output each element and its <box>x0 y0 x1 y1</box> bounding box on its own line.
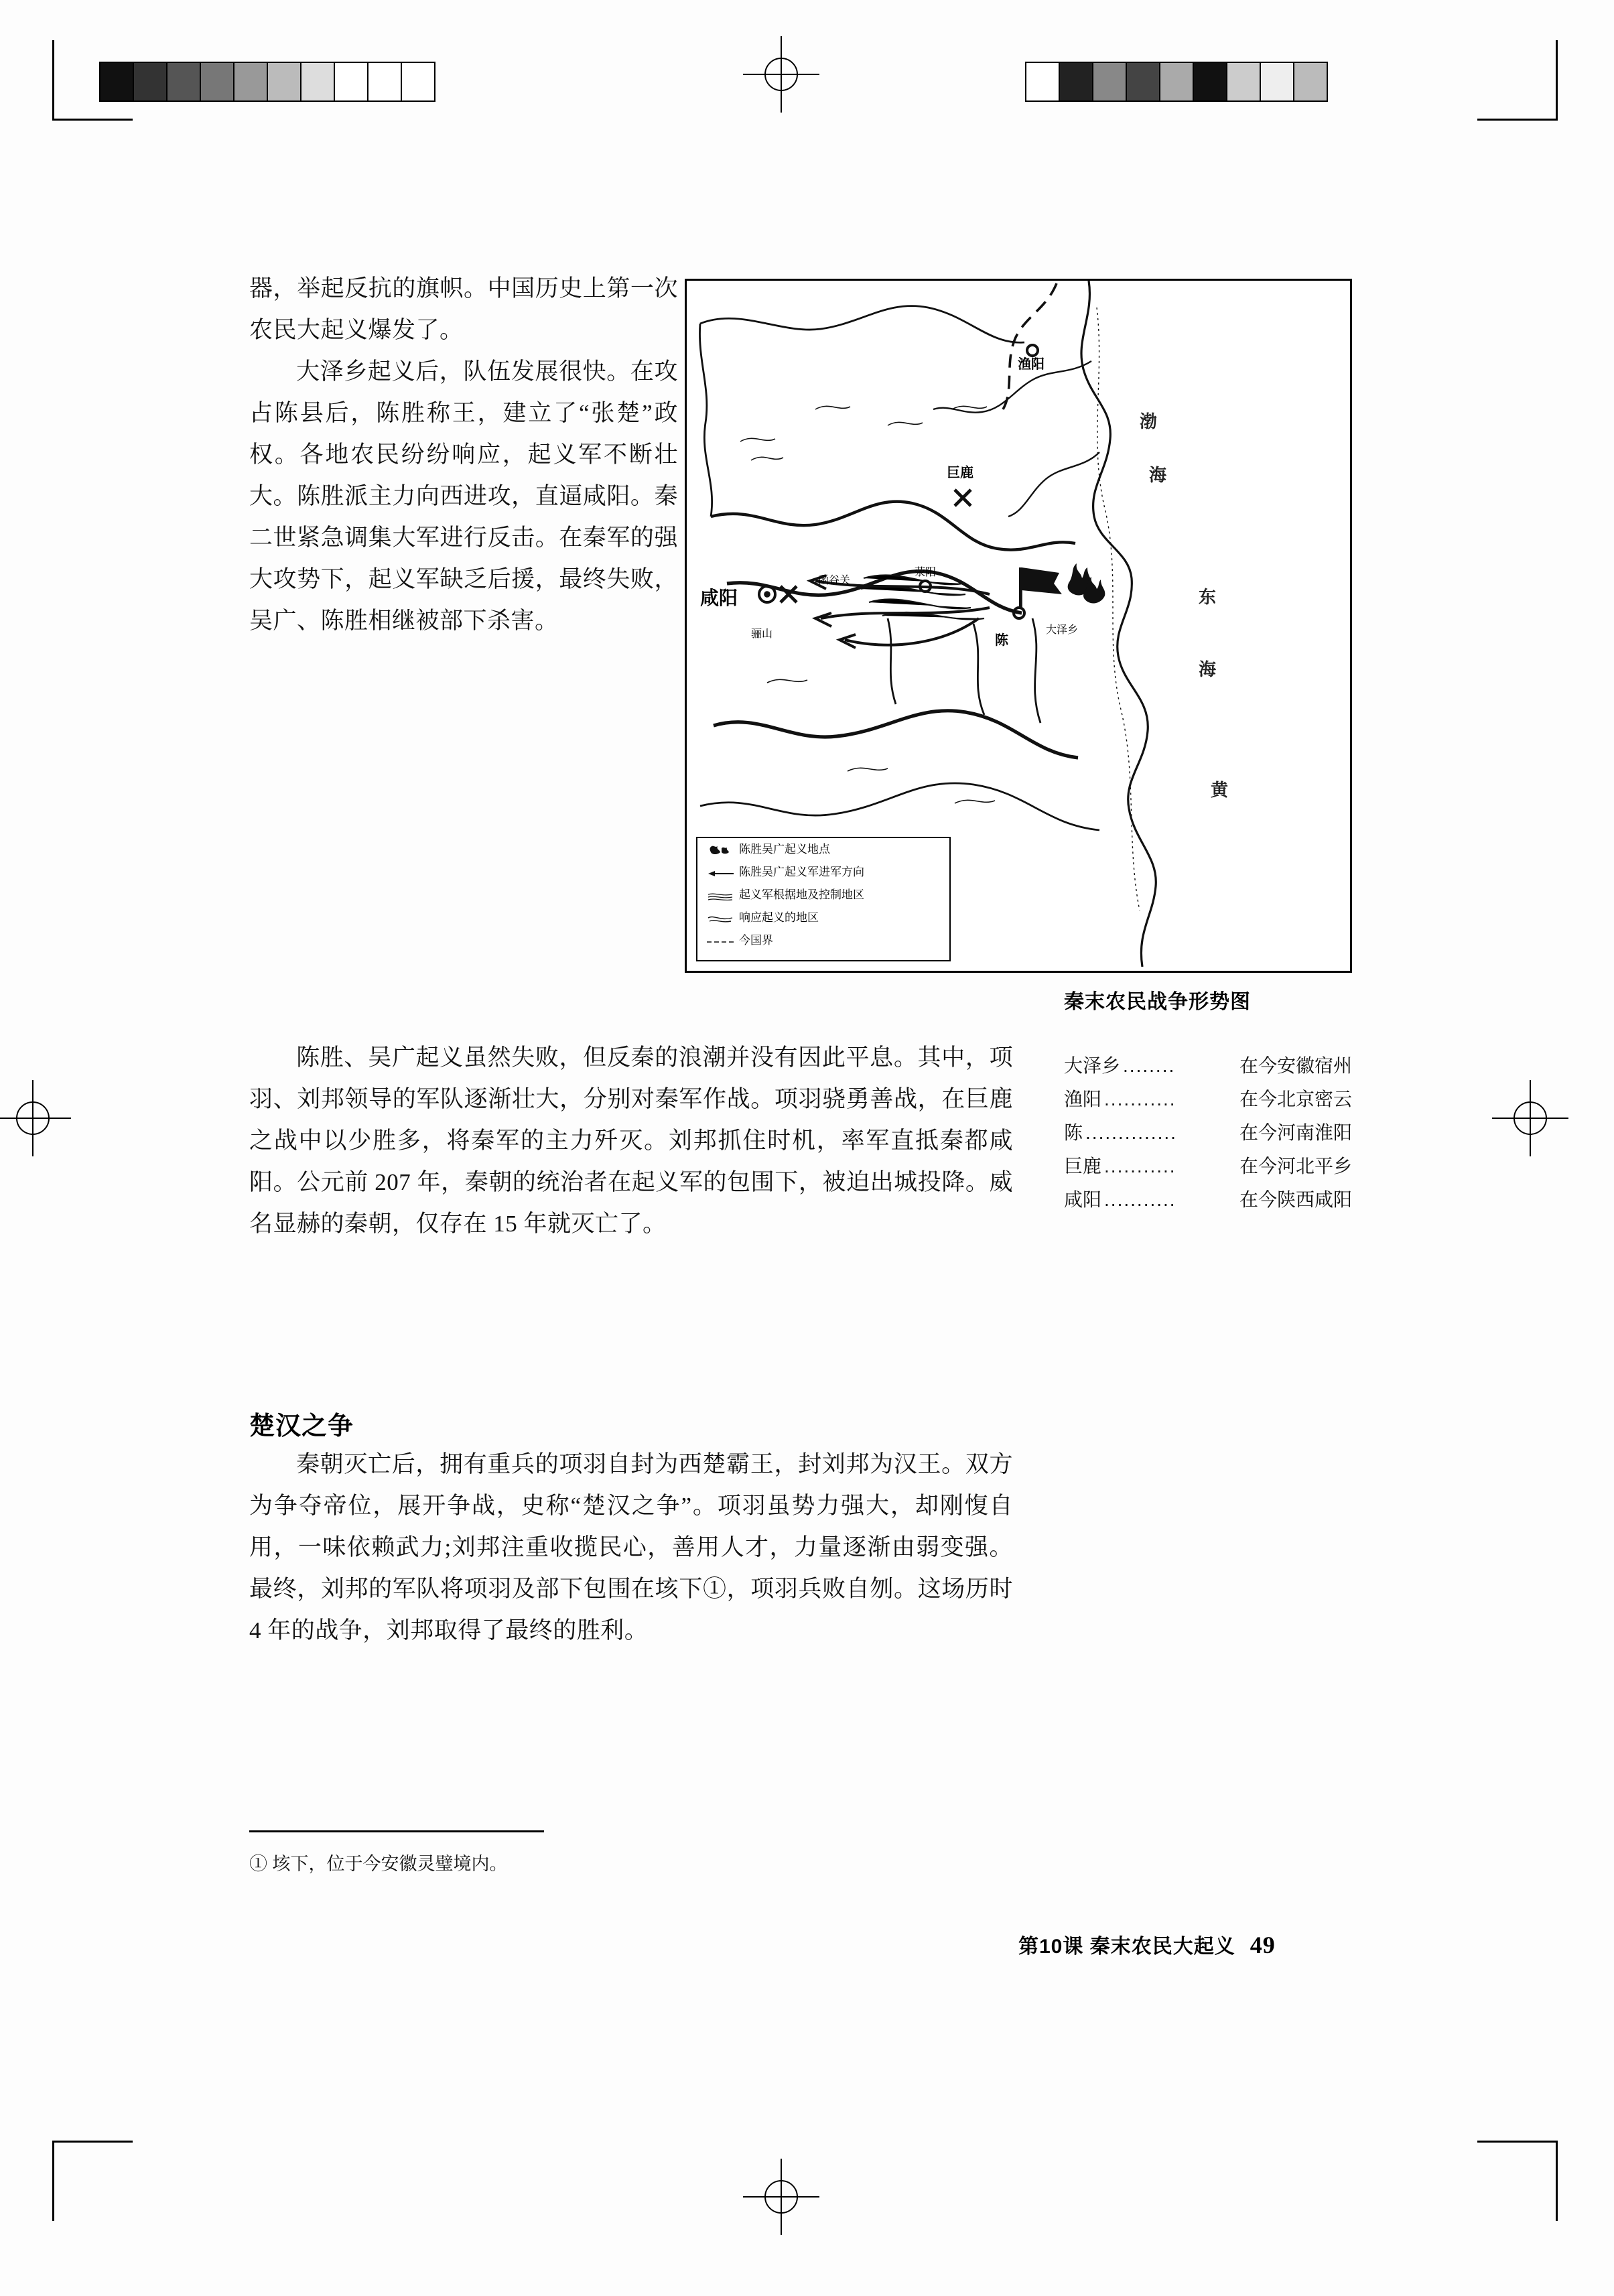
registration-mark-top-right <box>1477 40 1558 121</box>
map-label-yuyang: 渔阳 <box>1018 357 1045 372</box>
paragraph-4: 秦朝灭亡后，拥有重兵的项羽自封为西楚霸王，封刘邦为汉王。双方为争夺帝位，展开争战，史称“楚汉之争”。项羽虽势力强大，却刚愎自用，一味依赖武力;刘邦注重收揽民心，善用人才，力量逐渐由弱变强。最终，刘邦的军队将项羽及部下包围在垓下①，项羽兵败自刎。这场历时 4 年的战争，刘邦取得了最终的胜利。 <box>249 1451 1013 1643</box>
legend-item <box>701 910 947 933</box>
calibration-swatch <box>234 63 268 100</box>
place-row <box>1064 1083 1352 1116</box>
leader-dots: .............. <box>1085 1122 1177 1143</box>
calibration-swatch <box>1026 63 1060 100</box>
place-row <box>1064 1183 1352 1217</box>
place-reference-list <box>1064 1049 1352 1217</box>
place-location: 在今北京密云 <box>1239 1089 1352 1109</box>
map-label-julu: 巨鹿 <box>947 466 973 480</box>
crosshair-bottom <box>755 2171 807 2223</box>
body-column-wide <box>249 1037 1013 1245</box>
legend-item <box>701 842 947 865</box>
calibration-swatch <box>1093 63 1127 100</box>
section-heading-chuhan: 楚汉之争 <box>249 1412 354 1440</box>
legend-label: 起义军根据地及控制地区 <box>739 888 864 901</box>
page-number: 49 <box>1250 1932 1276 1958</box>
leader-dots: ........... <box>1104 1189 1176 1210</box>
calibration-strip-left <box>99 62 435 102</box>
legend-item <box>701 933 947 956</box>
footer-chapter-title: 第10课 秦末农民大起义 <box>1018 1936 1235 1958</box>
map-label-dazexiang: 大泽乡 <box>1046 624 1079 636</box>
body-column-left <box>249 268 678 642</box>
calibration-swatch <box>335 63 368 100</box>
registration-mark-bottom-left <box>52 2141 133 2221</box>
paragraph-1: 器，举起反抗的旗帜。中国历史上第一次农民大起义爆发了。 <box>249 275 678 343</box>
map-label-hai: 海 <box>1149 465 1167 485</box>
place-name: 大泽乡 <box>1064 1055 1121 1076</box>
calibration-swatch <box>1127 63 1160 100</box>
place-location: 在今河南淮阳 <box>1239 1122 1352 1143</box>
calibration-swatch <box>301 63 335 100</box>
paragraph-3-lead: 陈胜、吴广起义虽然 <box>296 1044 512 1071</box>
leader-dots: ........... <box>1104 1089 1176 1109</box>
map-label-chen: 陈 <box>995 633 1008 648</box>
place-row <box>1064 1049 1352 1083</box>
legend-item <box>701 865 947 888</box>
map-label-dong: 东 <box>1199 587 1217 607</box>
legend-item <box>701 888 947 910</box>
crosshair-right <box>1504 1092 1556 1144</box>
leader-dots: ........ <box>1123 1055 1176 1076</box>
paragraph-3 <box>249 1037 1013 1245</box>
place-name: 咸阳 <box>1064 1189 1102 1210</box>
dashed-border-icon <box>701 935 739 949</box>
legend-label: 今国界 <box>739 934 773 947</box>
registration-mark-bottom-right <box>1477 2141 1558 2221</box>
place-name: 巨鹿 <box>1064 1156 1102 1176</box>
calibration-swatch <box>268 63 301 100</box>
place-name: 渔阳 <box>1064 1089 1102 1109</box>
shaded-area-icon <box>701 889 739 904</box>
calibration-swatch <box>1194 63 1227 100</box>
legend-label: 陈胜吴广起义军进军方向 <box>739 866 864 878</box>
crosshair-left <box>7 1092 59 1144</box>
footnote-divider <box>249 1830 544 1832</box>
calibration-swatch <box>1261 63 1294 100</box>
page-footer <box>1018 1930 1276 1959</box>
calibration-swatch <box>167 63 201 100</box>
paragraph-2: 大泽乡起义后，队伍发展很快。在攻占陈县后，陈胜称王，建立了“张楚”政权。各地农民纷纷响应，起义军不断壮大。陈胜派主力向西进攻，直逼咸阳。秦二世紧急调集大军进行反击。在秦军的强大攻势下，起义军缺乏后援，最终失败，吴广、陈胜相继被部下杀害。 <box>249 358 678 634</box>
map-label-lishan: 骊山 <box>751 628 773 640</box>
crosshair-top <box>755 48 807 100</box>
calibration-swatch <box>1160 63 1194 100</box>
body-column-wide-2 <box>249 1444 1013 1651</box>
calibration-swatch <box>368 63 402 100</box>
map-label-hai2: 海 <box>1199 659 1217 679</box>
place-row <box>1064 1116 1352 1150</box>
figure-caption: 秦末农民战争形势图 <box>1064 991 1251 1013</box>
legend-label: 响应起义的地区 <box>739 911 819 924</box>
paragraph-3-rest: 失败，但反秦的浪潮并没有因此平息。其中，项羽、刘邦领导的军队逐渐壮大，分别对秦军作战。项羽骁勇善战，在巨鹿之战中以少胜多，将秦军的主力歼灭。刘邦抓住时机，率军直抵秦都咸阳。公元前 207 年，秦朝的统治者在起义军的包围下，被迫出城投降。威名显赫的秦朝，仅存在 15 年就灭亡了。 <box>249 1044 1013 1237</box>
footnote-text: ① 垓下，位于今安徽灵璧境内。 <box>249 1854 508 1874</box>
calibration-swatch <box>1294 63 1327 100</box>
map-label-bo: 渤 <box>1140 411 1158 431</box>
map-figure <box>685 279 1352 973</box>
calibration-swatch <box>201 63 234 100</box>
calibration-swatch <box>1060 63 1093 100</box>
map-label-huang: 黄 <box>1211 780 1229 800</box>
map-label-hanguguan: 函谷关 <box>818 575 851 586</box>
leader-dots: ........... <box>1104 1156 1176 1176</box>
calibration-strip-right <box>1025 62 1328 102</box>
calibration-swatch <box>402 63 434 100</box>
calibration-swatch <box>134 63 167 100</box>
place-row <box>1064 1150 1352 1183</box>
legend-label: 陈胜吴广起义地点 <box>739 843 830 856</box>
place-location: 在今安徽宿州 <box>1239 1055 1352 1076</box>
map-label-xingyang: 荥阳 <box>915 567 937 578</box>
place-location: 在今河北平乡 <box>1239 1156 1352 1176</box>
map-label-xianyang: 咸阳 <box>700 588 738 608</box>
map-legend <box>696 837 951 961</box>
wave-area-icon <box>701 912 739 927</box>
place-location: 在今陕西咸阳 <box>1239 1189 1352 1210</box>
calibration-swatch <box>1227 63 1261 100</box>
flag-icon <box>701 843 739 858</box>
calibration-swatch <box>100 63 134 100</box>
place-name: 陈 <box>1064 1122 1083 1143</box>
arrow-icon <box>701 866 739 881</box>
